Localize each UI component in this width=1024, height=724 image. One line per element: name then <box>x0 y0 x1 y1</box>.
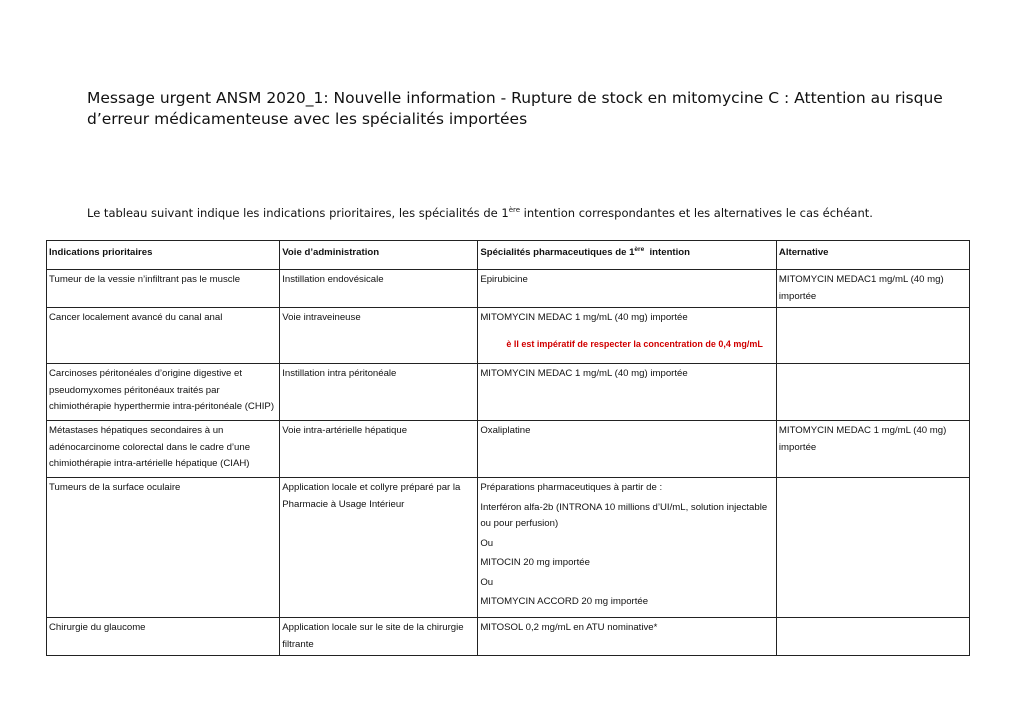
cell-specialite: Epirubicine <box>478 270 777 308</box>
table-row <box>47 308 970 364</box>
header-indication: Indications prioritaires <box>47 241 280 270</box>
cell-indication: Cancer localement avancé du canal anal <box>47 308 280 364</box>
intro-paragraph <box>87 205 987 221</box>
header-specialite <box>478 241 777 270</box>
cell-indication: Tumeur de la vessie n’infiltrant pas le muscle <box>47 270 280 308</box>
specialite-line: MITOMYCIN ACCORD 20 mg importée <box>480 596 649 607</box>
table-row <box>47 421 970 478</box>
cell-alternative <box>776 478 969 618</box>
cell-indication: Carcinoses péritonéales d’origine digestive et pseudomyxomes péritonéaux traités par chimiothérapie hyperthermie intra-péritonéale (CHIP) <box>47 364 280 421</box>
cell-specialite: MITOSOL 0,2 mg/mL en ATU nominative* <box>478 618 777 656</box>
table-header-row <box>47 241 970 270</box>
indications-table <box>46 240 970 656</box>
cell-voie: Voie intraveineuse <box>280 308 478 364</box>
header-voie: Voie d’administration <box>280 241 478 270</box>
cell-specialite: Oxaliplatine <box>478 421 777 478</box>
table-row <box>47 618 970 656</box>
table-row <box>47 270 970 308</box>
intro-superscript: ère <box>508 206 521 214</box>
cell-alternative <box>776 364 969 421</box>
specialite-line: MITOCIN 20 mg importée <box>480 557 590 568</box>
header-specialite-after: intention <box>644 247 691 258</box>
cell-specialite <box>478 478 777 618</box>
table-row <box>47 364 970 421</box>
specialite-line: Ou <box>480 537 494 549</box>
cell-indication: Tumeurs de la surface oculaire <box>47 478 280 618</box>
header-alternative: Alternative <box>776 241 969 270</box>
cell-indication: Chirurgie du glaucome <box>47 618 280 656</box>
cell-voie: Voie intra-artérielle hépatique <box>280 421 478 478</box>
cell-specialite <box>478 308 777 364</box>
cell-alternative: MITOMYCIN MEDAC1 mg/mL (40 mg) importée <box>776 270 969 308</box>
specialite-line: Ou <box>480 576 494 588</box>
specialite-line: Préparations pharmaceutiques à partir de : <box>480 482 663 493</box>
cell-specialite-text: MITOMYCIN MEDAC 1 mg/mL (40 mg) importée <box>480 312 688 323</box>
cell-voie: Application locale sur le site de la chirurgie filtrante <box>280 618 478 656</box>
cell-alternative <box>776 618 969 656</box>
cell-voie: Application locale et collyre préparé par la Pharmacie à Usage Intérieur <box>280 478 478 618</box>
specialite-line: Interféron alfa-2b (INTRONA 10 millions d’UI/mL, solution injectable ou pour perfusion) <box>480 501 768 529</box>
cell-alternative: MITOMYCIN MEDAC 1 mg/mL (40 mg) importée <box>776 421 969 478</box>
cell-alternative <box>776 308 969 364</box>
intro-text-after: intention correspondantes et les alternatives le cas échéant. <box>520 206 873 220</box>
concentration-warning: è Il est impératif de respecter la concentration de 0,4 mg/mL <box>506 338 763 349</box>
cell-indication: Métastases hépatiques secondaires à un adénocarcinome colorectal dans le cadre d’une chimiothérapie intra-artérielle hépatique (CIAH) <box>47 421 280 478</box>
table-row <box>47 478 970 618</box>
cell-voie: Instillation intra péritonéale <box>280 364 478 421</box>
intro-text-before: Le tableau suivant indique les indications prioritaires, les spécialités de 1 <box>87 206 509 220</box>
cell-voie: Instillation endovésicale <box>280 270 478 308</box>
header-specialite-text: Spécialités pharmaceutiques de 1 <box>480 247 635 258</box>
cell-specialite: MITOMYCIN MEDAC 1 mg/mL (40 mg) importée <box>478 364 777 421</box>
header-specialite-sup: ère <box>634 246 645 253</box>
document-title: Message urgent ANSM 2020_1: Nouvelle information - Rupture de stock en mitomycine C : Attention au risque d’erreur médicamenteuse avec les spécialités importées <box>87 89 943 128</box>
